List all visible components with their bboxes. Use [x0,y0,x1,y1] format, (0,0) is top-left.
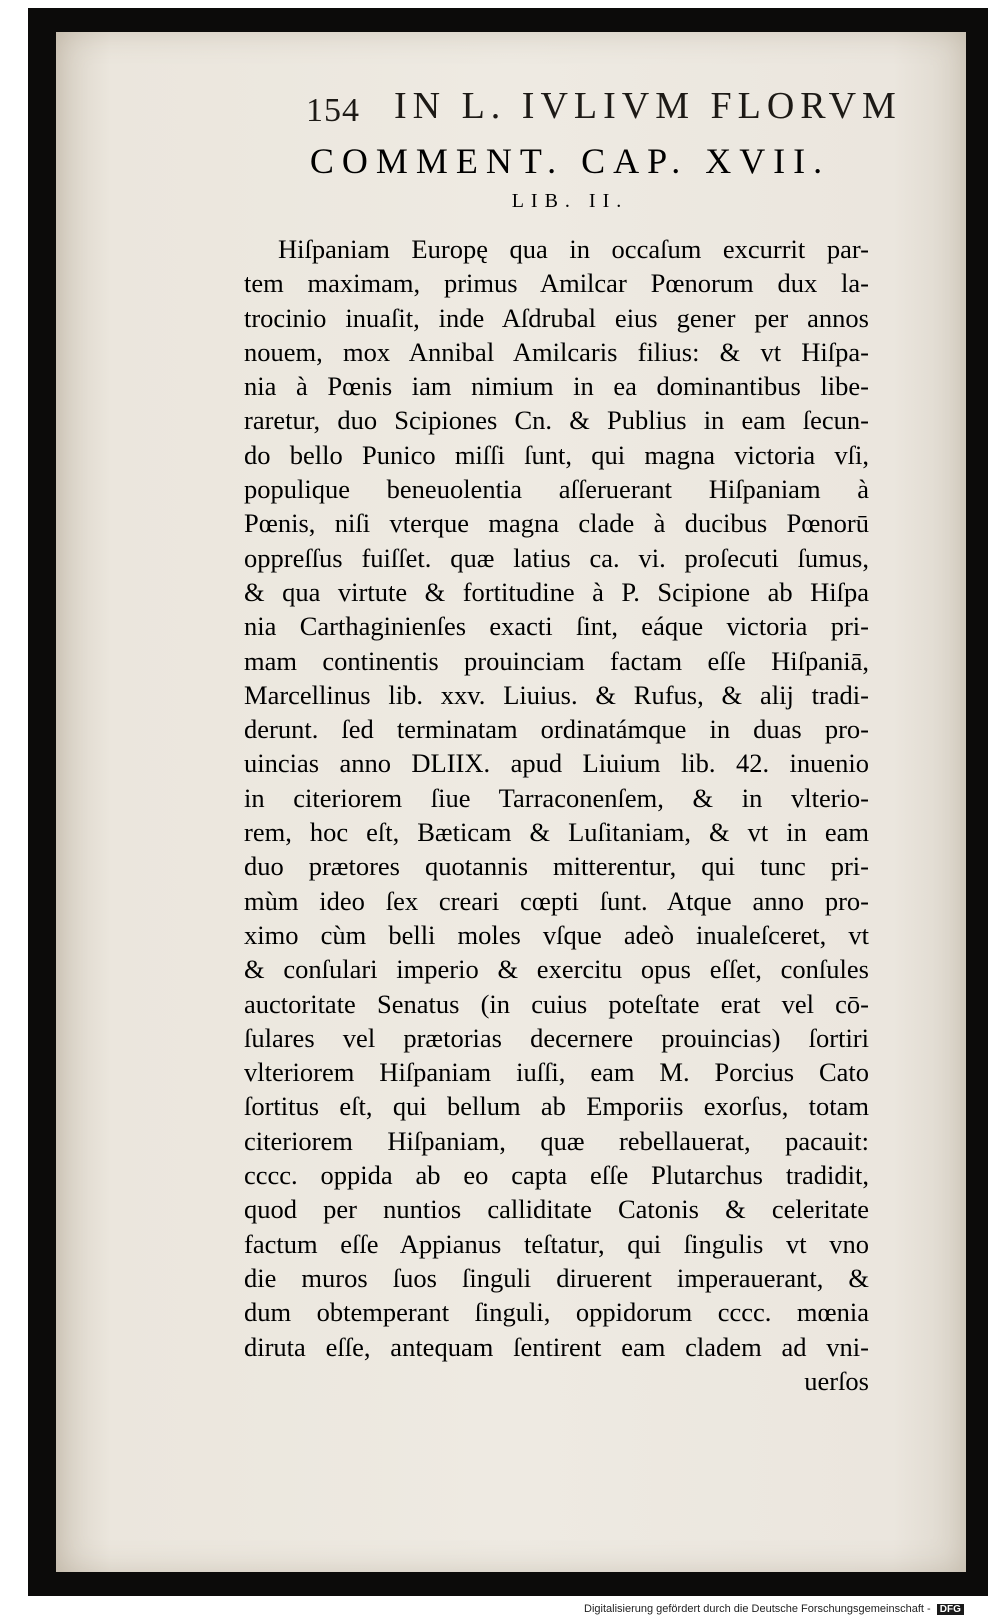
text-line: & qua virtute & fortitudine à P. Scipione ab Hiſpa [244,576,869,607]
text-line: citeriorem Hiſpaniam, quæ rebellauerat, pacauit: [244,1125,869,1156]
dfg-logo[interactable]: DFG [937,1604,964,1615]
body-text [244,232,869,1398]
running-title: IN L. IVLIVM FLORVM [394,85,902,127]
text-line: nouem, mox Annibal Amilcaris filius: & vt Hiſpa- [244,336,869,367]
text-line: Pœnis, niſi vterque magna clade à ducibus Pœnorū [244,508,869,539]
text-line: in citeriorem ſiue Tarraconenſem, & in vlterio- [244,782,869,813]
chapter-heading: COMMENT. CAP. XVII. [309,141,831,181]
text-line: do bello Punico miſſi ſunt, qui magna victoria vſi, [244,439,869,470]
text-line: vlteriorem Hiſpaniam iuſſi, eam M. Porcius Cato [244,1057,869,1088]
text-line: cccc. oppida ab eo capta eſſe Plutarchus tradidit, [244,1160,869,1191]
book-heading: LIB. II. [511,190,629,212]
text-line: uincias anno DLIIX. apud Liuium lib. 42. inuenio [244,748,869,779]
text-line: die muros ſuos ſinguli diruerent imperauerant, & [244,1262,869,1293]
text-line: Hiſpaniam Europę qua in occaſum excurrit par- [278,234,869,264]
text-line: auctoritate Senatus (in cuius poteſtate erat vel cō- [244,988,869,1019]
text-line: ſulares vel prætorias decernere prouincias) ſortiri [244,1022,869,1053]
text-line: trocinio inuaſit, inde Aſdrubal eius gener per annos [244,302,869,333]
text-line: mùm ideo ſex creari cœpti ſunt. Atque anno pro- [244,885,869,916]
text-line: derunt. ſed terminatam ordinatámque in duas pro- [244,714,869,745]
text-line: tem maximam, primus Amilcar Pœnorum dux la- [244,268,869,299]
text-line: nia Carthaginienſes exacti ſint, eáque victoria pri- [244,611,869,642]
text-line: nia à Pœnis iam nimium in ea dominantibus libe- [244,371,869,402]
page-header [306,84,946,144]
text-line: populique beneuolentia aſſeruerant Hiſpaniam à [244,474,869,505]
text-line: mam continentis prouinciam factam eſſe Hiſpaniā, [244,645,869,676]
text-line: & conſulari imperio & exercitu opus eſſet, conſules [244,954,869,985]
page-number: 154 [306,92,360,129]
text-line: raretur, duo Scipiones Cn. & Publius in eam ſecun- [244,405,869,436]
text-line: diruta eſſe, antequam ſentirent eam cladem ad vni- [244,1331,869,1362]
digitization-footer [584,1603,984,1619]
text-line: dum obtemperant ſinguli, oppidorum cccc. mœnia [244,1297,869,1328]
text-line: oppreſſus fuiſſet. quæ latius ca. vi. proſecuti ſumus, [244,542,869,573]
text-line: duo prætores quotannis mitterentur, qui tunc pri- [244,851,869,882]
text-line: quod per nuntios calliditate Catonis & celeritate [244,1194,869,1225]
text-line: rem, hoc eſt, Bæticam & Luſitaniam, & vt in eam [244,817,869,848]
text-line: ſortitus eſt, qui bellum ab Emporiis exorſus, totam [244,1091,869,1122]
text-line: uerſos [804,1365,869,1396]
text-line: factum eſſe Appianus teſtatur, qui ſingulis vt vno [244,1228,869,1259]
text-line: ximo cùm belli moles vſque adeò inualeſceret, vt [244,919,869,950]
digitization-credit: Digitalisierung gefördert durch die Deutsche Forschungsgemeinschaft - [584,1603,931,1615]
text-line: Marcellinus lib. xxv. Liuius. & Rufus, & alij tradi- [244,679,869,710]
